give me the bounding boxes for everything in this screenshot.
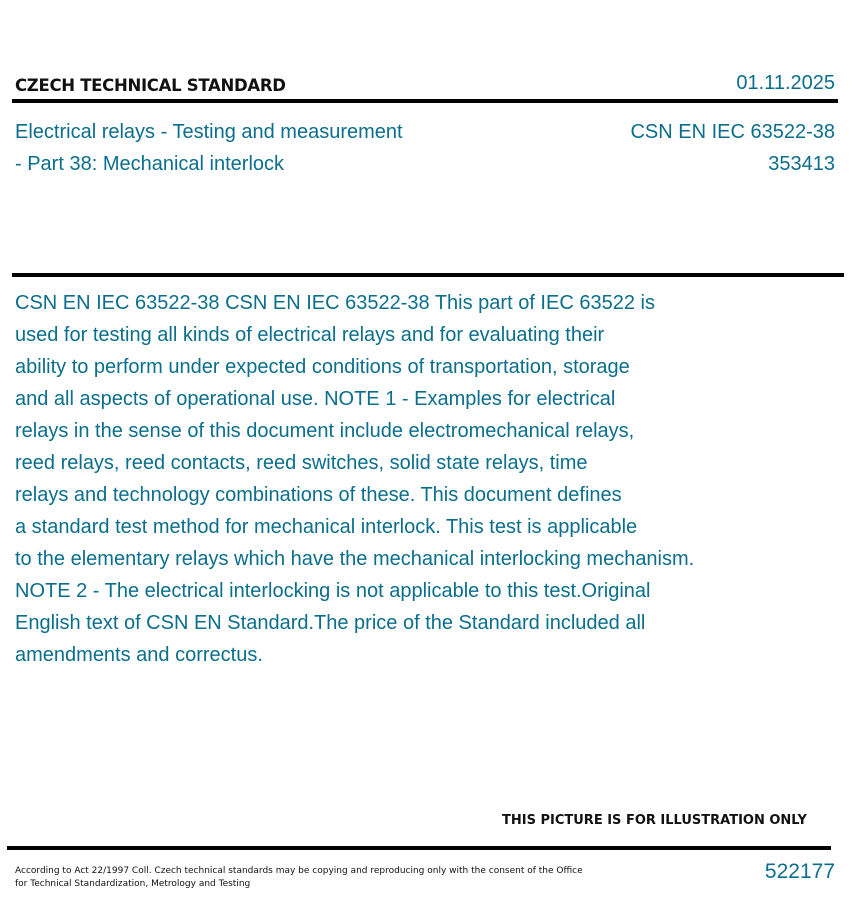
standard-title-line-1: Electrical relays - Testing and measurement xyxy=(15,121,403,143)
document-number: 522177 xyxy=(764,860,835,883)
title-divider xyxy=(12,273,844,277)
standard-abstract: CSN EN IEC 63522-38 CSN EN IEC 63522-38 This part of IEC 63522 is used for testing all kinds of electrical relays and for evaluating their ability to perform under expected conditions of transportation, storage and all aspects of operational use. NOTE 1 - Examples for electrical relays in the sense of this document include electromechanical relays, reed relays, reed contacts, reed switches, solid state relays, time relays and technology combinations of these. This document defines a standard test method for mechanical interlock. This test is applicable to the elementary relays which have the mechanical interlocking mechanism. NOTE 2 - The electrical interlocking is not applicable to this test.Original English text of CSN EN Standard.The price of the Standard included all amendments and correctus. xyxy=(15,292,695,666)
illustration-disclaimer: THIS PICTURE IS FOR ILLUSTRATION ONLY xyxy=(502,813,807,828)
footer-divider xyxy=(7,846,831,850)
legal-notice: According to Act 22/1997 Coll. Czech technical standards may be copying and reproducing only with the consent of the Office for Technical Standardization, Metrology and Testing xyxy=(15,866,583,889)
publication-date: 01.11.2025 xyxy=(736,72,835,94)
header-divider xyxy=(12,99,838,103)
class-number: 353413 xyxy=(768,153,835,175)
document-type-label: CZECH TECHNICAL STANDARD xyxy=(15,76,286,95)
standard-title xyxy=(15,116,403,180)
standard-title-line-2: - Part 38: Mechanical interlock xyxy=(15,153,285,175)
standard-identifier xyxy=(630,116,835,180)
standard-code: CSN EN IEC 63522-38 xyxy=(630,121,835,143)
